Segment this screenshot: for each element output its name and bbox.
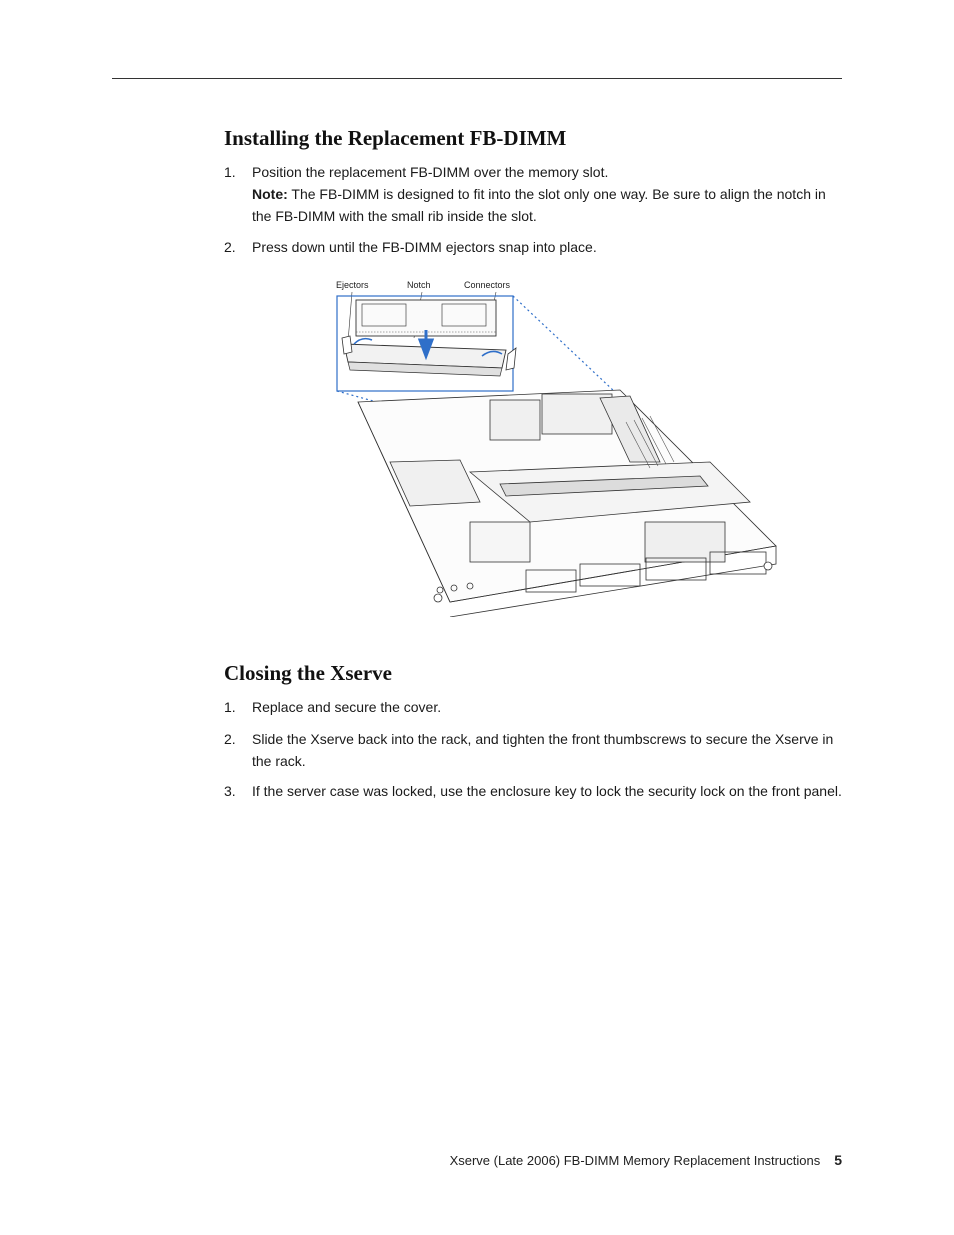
closing-step-1 bbox=[224, 696, 844, 718]
note bbox=[252, 183, 844, 227]
install-step-2 bbox=[224, 236, 844, 258]
step-number: 2. bbox=[224, 239, 236, 255]
closing-step-2 bbox=[224, 728, 844, 772]
note-text: The FB-DIMM is designed to fit into the slot only one way. Be sure to align the notch in the FB-DIMM with the small rib inside the slot. bbox=[252, 186, 826, 224]
step-number: 1. bbox=[224, 699, 236, 715]
step-text: If the server case was locked, use the enclosure key to lock the security lock on the front panel. bbox=[252, 783, 842, 799]
footer-doc-title: Xserve (Late 2006) FB-DIMM Memory Replacement Instructions bbox=[449, 1153, 821, 1168]
install-step-1 bbox=[224, 161, 844, 227]
note-label: Note: bbox=[252, 186, 288, 202]
step-number: 3. bbox=[224, 783, 236, 799]
step-number: 1. bbox=[224, 164, 236, 180]
ejector-arrow-icon bbox=[354, 339, 372, 344]
step-text: Replace and secure the cover. bbox=[252, 699, 442, 715]
closing-step-3 bbox=[224, 780, 844, 802]
page-footer bbox=[450, 1152, 842, 1168]
step-text: Slide the Xserve back into the rack, and tighten the front thumbscrews to secure the Xserve in the rack. bbox=[252, 731, 834, 769]
step-number: 2. bbox=[224, 731, 236, 747]
step-text: Position the replacement FB-DIMM over the memory slot. bbox=[252, 164, 609, 180]
label-notch: Notch bbox=[407, 280, 431, 290]
step-text: Press down until the FB-DIMM ejectors snap into place. bbox=[252, 239, 597, 255]
xserve-chassis bbox=[358, 390, 776, 617]
section-title-closing: Closing the Xserve bbox=[224, 661, 392, 685]
xserve-diagram bbox=[330, 272, 790, 617]
label-connectors: Connectors bbox=[464, 280, 511, 290]
section-title-installing: Installing the Replacement FB-DIMM bbox=[224, 126, 567, 150]
page-number: 5 bbox=[834, 1152, 842, 1168]
fb-dimm-illustration bbox=[330, 272, 790, 617]
label-ejectors: Ejectors bbox=[336, 280, 369, 290]
header-rule bbox=[112, 78, 842, 79]
